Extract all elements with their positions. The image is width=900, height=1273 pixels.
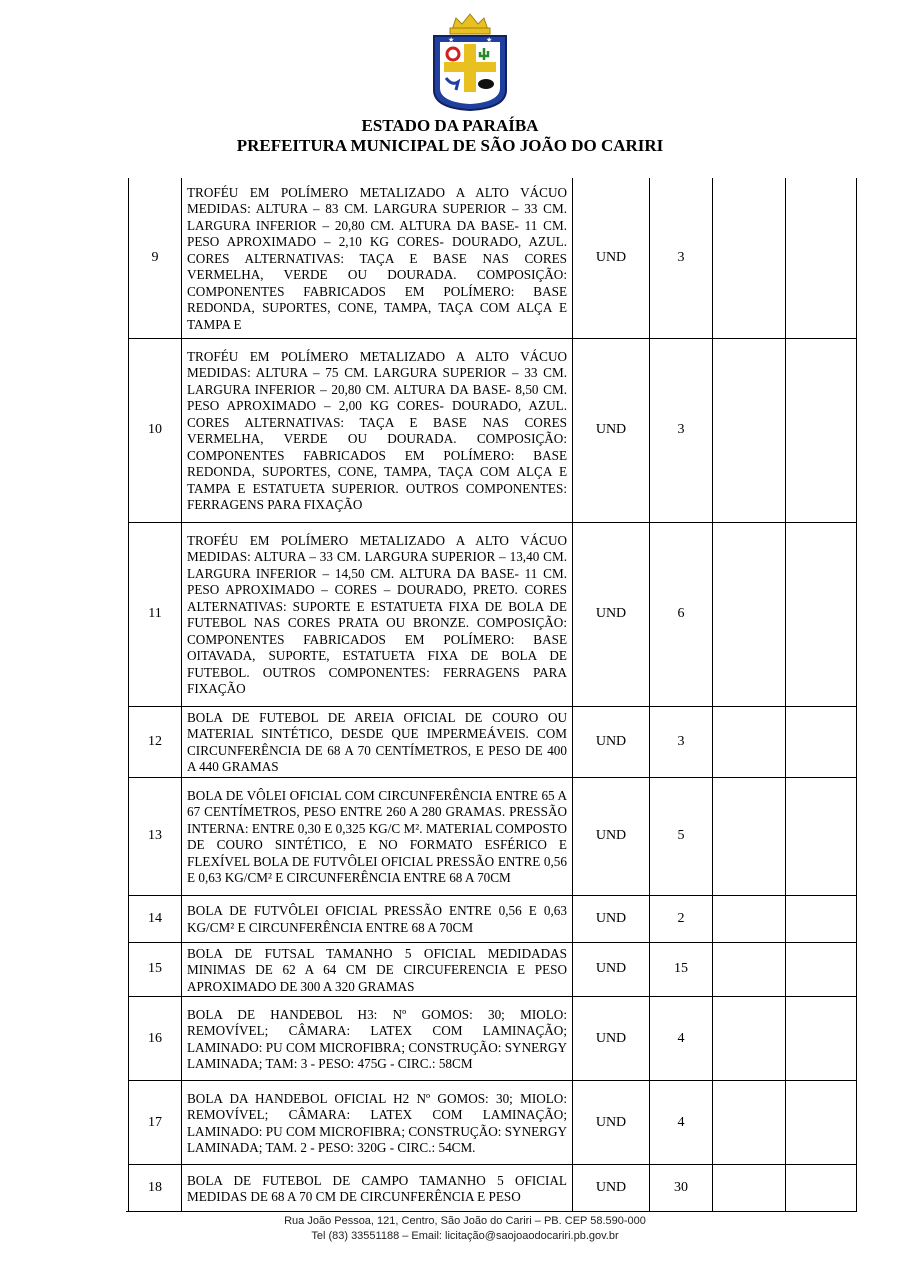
item-unit: UND	[573, 895, 650, 942]
empty-cell	[786, 1081, 857, 1165]
table-row	[129, 522, 857, 706]
empty-cell	[786, 178, 857, 338]
item-unit: UND	[573, 706, 650, 777]
item-number: 11	[129, 522, 182, 706]
item-description: BOLA DE FUTEBOL DE CAMPO TAMANHO 5 OFICIAL MEDIDAS DE 68 A 70 CM DE CIRCUNFERÊNCIA E PESO	[182, 1165, 573, 1212]
empty-cell	[786, 1165, 857, 1212]
item-description: TROFÉU EM POLÍMERO METALIZADO A ALTO VÁCUO MEDIDAS: ALTURA – 75 CM. LARGURA SUPERIOR – 33 CM. LARGURA INFERIOR – 20,80 CM. ALTURA DA BASE- 8,50 CM. PESO APROXIMADO – 2,00 KG CORES- DOURADO, AZUL. CORES ALTERNATIVAS: TAÇA E BASE NAS CORES VERMELHA, VERDE OU DOURADA. COMPOSIÇÃO: COMPONENTES FABRICADOS EM POLÍMERO: BASE REDONDA, SUPORTES, CONE, TAMPA, TAÇA COM ALÇA E TAMPA E ESTATUETA SUPERIOR. OUTROS COMPONENTES: FERRAGENS PARA FIXAÇÃO	[182, 338, 573, 522]
municipal-coat-of-arms-icon	[426, 12, 514, 112]
table-row	[129, 706, 857, 777]
document-header	[0, 116, 900, 156]
item-unit: UND	[573, 997, 650, 1081]
empty-cell	[713, 777, 786, 895]
item-quantity: 2	[650, 895, 713, 942]
table-row	[129, 338, 857, 522]
item-number: 14	[129, 895, 182, 942]
empty-cell	[786, 895, 857, 942]
item-number: 13	[129, 777, 182, 895]
table-row	[129, 895, 857, 942]
table-row	[129, 777, 857, 895]
item-description: BOLA DE FUTEBOL DE AREIA OFICIAL DE COURO OU MATERIAL SINTÉTICO, DESDE QUE IMPERMEÁVEIS. COM CIRCUNFERÊNCIA DE 68 A 70 CENTÍMETROS, E PESO DE 400 A 440 GRAMAS	[182, 706, 573, 777]
page-footer	[0, 1214, 900, 1244]
empty-cell	[713, 1165, 786, 1212]
svg-text:★: ★	[448, 36, 455, 44]
empty-cell	[713, 997, 786, 1081]
item-number: 17	[129, 1081, 182, 1165]
empty-cell	[786, 338, 857, 522]
item-quantity: 4	[650, 1081, 713, 1165]
empty-cell	[713, 1081, 786, 1165]
item-unit: UND	[573, 1165, 650, 1212]
item-quantity: 30	[650, 1165, 713, 1212]
item-description: BOLA DE FUTVÔLEI OFICIAL PRESSÃO ENTRE 0,56 E 0,63 KG/CM² E CIRCUNFERÊNCIA ENTRE 68 A 70CM	[182, 895, 573, 942]
items-table	[128, 178, 857, 1212]
empty-cell	[713, 178, 786, 338]
municipality-title: PREFEITURA MUNICIPAL DE SÃO JOÃO DO CARIRI	[236, 136, 664, 155]
item-description: BOLA DE HANDEBOL H3: Nº GOMOS: 30; MIOLO: REMOVÍVEL; CÂMARA: LATEX COM LAMINAÇÃO; LAMINADO: PU COM MICROFIBRA; CONSTRUÇÃO: SYNERGY LAMINADA; TAM: 3 - PESO: 475G - CIRC.: 58CM	[182, 997, 573, 1081]
item-number: 10	[129, 338, 182, 522]
item-quantity: 5	[650, 777, 713, 895]
footer-address: Rua João Pessoa, 121, Centro, São João do Cariri – PB. CEP 58.590-000	[284, 1215, 646, 1227]
table-row	[129, 1165, 857, 1212]
empty-cell	[786, 777, 857, 895]
table-row	[129, 942, 857, 997]
item-description: BOLA DE FUTSAL TAMANHO 5 OFICIAL MEDIDADAS MINIMAS DE 62 A 64 CM DE CIRCUFERENCIA E PESO APROXIMADO DE 300 A 320 GRAMAS	[182, 942, 573, 997]
empty-cell	[713, 895, 786, 942]
item-unit: UND	[573, 178, 650, 338]
item-number: 18	[129, 1165, 182, 1212]
item-number: 16	[129, 997, 182, 1081]
item-description: BOLA DA HANDEBOL OFICIAL H2 Nº GOMOS: 30; MIOLO: REMOVÍVEL; CÂMARA: LATEX COM LAMINAÇÃO; LAMINADO: PU COM MICROFIBRA; CONSTRUÇÃO: SYNERGY LAMINADA; TAM. 2 - PESO: 320G - CIRC.: 54CM.	[182, 1081, 573, 1165]
item-description: TROFÉU EM POLÍMERO METALIZADO A ALTO VÁCUO MEDIDAS: ALTURA – 33 CM. LARGURA SUPERIOR – 13,40 CM. LARGURA INFERIOR – 14,50 CM. ALTURA DA BASE- 11 CM. PESO APROXIMADO – CORES – DOURADO, PRETO. CORES ALTERNATIVAS: SUPORTE E ESTATUETA FIXA DE BOLA DE FUTEBOL NAS CORES PRATA OU BRONZE. COMPOSIÇÃO: COMPONENTES FABRICADOS EM POLÍMERO: BASE OITAVADA, SUPORTE, ESTATUETA FIXA DE BOLA DE FUTEBOL. OUTROS COMPONENTES: FERRAGENS PARA FIXAÇÃO	[182, 522, 573, 706]
item-quantity: 3	[650, 338, 713, 522]
item-number: 15	[129, 942, 182, 997]
empty-cell	[713, 522, 786, 706]
item-unit: UND	[573, 338, 650, 522]
state-title: ESTADO DA PARAÍBA	[361, 116, 539, 135]
item-description: BOLA DE VÔLEI OFICIAL COM CIRCUNFERÊNCIA ENTRE 65 A 67 CENTÍMETROS, PESO ENTRE 260 A 280 GRAMAS. PRESSÃO INTERNA: ENTRE 0,30 E 0,325 KG/C M². MATERIAL COMPOSTO DE COURO SINTÉTICO, E NO FORMATO ESFÉRICO E FLEXÍVEL BOLA DE FUTVÔLEI OFICIAL PRESSÃO ENTRE 0,56 E 0,63 KG/CM² E CIRCUNFERÊNCIA ENTRE 68 A 70CM	[182, 777, 573, 895]
item-number: 12	[129, 706, 182, 777]
item-quantity: 15	[650, 942, 713, 997]
footer-contact: Tel (83) 33551188 – Email: licitação@saojoaodocariri.pb.gov.br	[311, 1230, 619, 1242]
item-unit: UND	[573, 1081, 650, 1165]
empty-cell	[713, 338, 786, 522]
item-quantity: 4	[650, 997, 713, 1081]
table-row	[129, 1081, 857, 1165]
table-row	[129, 997, 857, 1081]
item-description: TROFÉU EM POLÍMERO METALIZADO A ALTO VÁCUO MEDIDAS: ALTURA – 83 CM. LARGURA SUPERIOR – 33 CM. LARGURA INFERIOR – 20,80 CM. ALTURA DA BASE- 11 CM. PESO APROXIMADO – 2,10 KG CORES- DOURADO, AZUL. CORES ALTERNATIVAS: TAÇA E BASE NAS CORES VERMELHA, VERDE OU DOURADA. COMPOSIÇÃO: COMPONENTES FABRICADOS EM POLÍMERO: BASE REDONDA, SUPORTES, CONE, TAMPA, TAÇA COM ALÇA E TAMPA E	[182, 178, 573, 338]
item-unit: UND	[573, 777, 650, 895]
item-quantity: 3	[650, 178, 713, 338]
empty-cell	[786, 706, 857, 777]
item-unit: UND	[573, 942, 650, 997]
empty-cell	[786, 522, 857, 706]
empty-cell	[786, 942, 857, 997]
footer-divider	[126, 1211, 816, 1212]
empty-cell	[713, 706, 786, 777]
empty-cell	[786, 997, 857, 1081]
item-unit: UND	[573, 522, 650, 706]
item-quantity: 6	[650, 522, 713, 706]
item-number: 9	[129, 178, 182, 338]
empty-cell	[713, 942, 786, 997]
item-quantity: 3	[650, 706, 713, 777]
table-row	[129, 178, 857, 338]
svg-text:★: ★	[486, 36, 493, 44]
